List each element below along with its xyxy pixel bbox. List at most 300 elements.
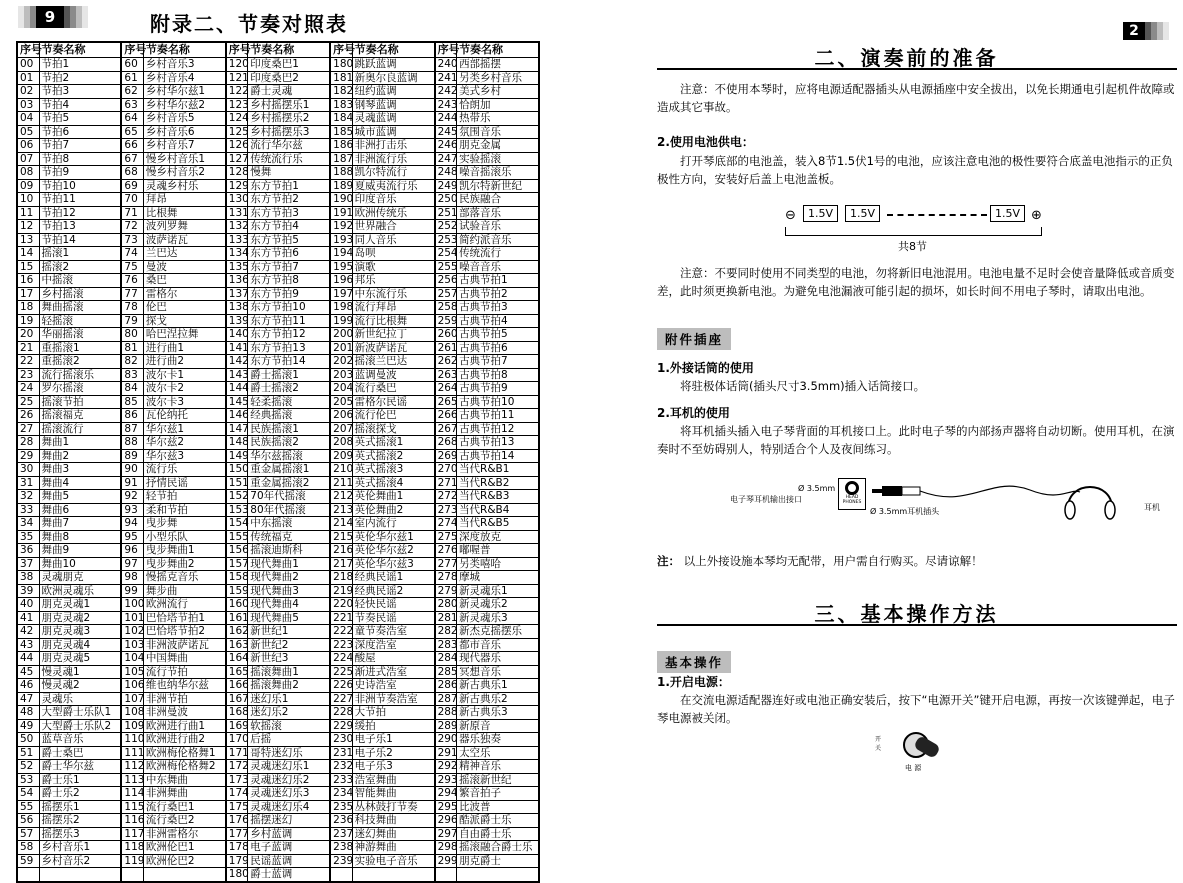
rhythm-name: 轻柔摇滚 [248,395,330,409]
rhythm-name: 舞曲10 [39,557,121,571]
rhythm-number: 292 [435,760,457,774]
rhythm-name: 东方节拍5 [248,233,330,247]
rhythm-name: 节拍8 [39,152,121,166]
rhythm-number: 179 [226,854,248,868]
rhythm-name: 慢灵魂1 [39,665,121,679]
rhythm-name: 华丽摇滚 [39,328,121,342]
rhythm-number: 245 [435,125,457,139]
rhythm-name: 钢琴蓝调 [352,98,434,112]
rhythm-name: 乡村音乐7 [143,139,225,153]
rhythm-number: 190 [330,193,352,207]
rhythm-number: 71 [121,206,143,220]
rhythm-number: 213 [330,503,352,517]
rhythm-name: 古典节拍13 [457,436,539,450]
rhythm-number: 267 [435,422,457,436]
rhythm-name: 当代R&B2 [457,476,539,490]
rhythm-name: 现代舞曲4 [248,598,330,612]
rhythm-number: 234 [330,787,352,801]
rhythm-name: 东方节拍9 [248,287,330,301]
rhythm-name: 丛林鼓打节奏 [352,800,434,814]
rhythm-name: 古典节拍7 [457,355,539,369]
rhythm-name: 爵士灵魂 [248,85,330,99]
rhythm-name: 自由爵士乐 [457,827,539,841]
rhythm-number: 117 [121,827,143,841]
rhythm-name: 流行桑巴1 [143,800,225,814]
rhythm-number: 181 [330,71,352,85]
table-row [17,679,539,693]
rhythm-name: 摇滚舞曲1 [248,665,330,679]
rhythm-number: 52 [17,760,39,774]
rhythm-name: 古典节拍11 [457,409,539,423]
rhythm-name: 古典节拍2 [457,287,539,301]
battery-diagram [785,203,1045,231]
rhythm-name: 非洲打击乐 [352,139,434,153]
header-rhythm-name: 节奏名称 [39,42,121,58]
battery-cell: 1.5V [845,205,880,222]
rhythm-number: 139 [226,314,248,328]
rhythm-name: 摇滚舞曲2 [248,679,330,693]
rhythm-name: 新古典乐3 [457,706,539,720]
rhythm-number: 153 [226,503,248,517]
rhythm-name: 大型爵士乐队2 [39,719,121,733]
rhythm-number: 48 [17,706,39,720]
rhythm-number: 228 [330,706,352,720]
rhythm-number: 63 [121,98,143,112]
rhythm-name: 重金属摇滚2 [248,476,330,490]
rhythm-number: 16 [17,274,39,288]
rhythm-name: 雷格尔民谣 [352,395,434,409]
rhythm-name: 现代舞曲5 [248,611,330,625]
rhythm-number: 93 [121,503,143,517]
rhythm-number: 15 [17,260,39,274]
rhythm-name: 节拍9 [39,166,121,180]
table-row [17,58,539,72]
rhythm-number: 124 [226,112,248,126]
rhythm-number: 265 [435,395,457,409]
rhythm-name: 新杰克摇摆乐 [457,625,539,639]
rhythm-number: 109 [121,719,143,733]
rhythm-name: 灵魂迷幻乐1 [248,760,330,774]
rhythm-number: 110 [121,733,143,747]
rhythm-number: 278 [435,571,457,585]
rhythm-number: 155 [226,530,248,544]
rhythm-number: 266 [435,409,457,423]
jack-label: 电子琴耳机输出接口 [730,495,802,504]
rhythm-name: 朋克爵士 [457,854,539,868]
table-row [17,220,539,234]
rhythm-name: 试验音乐 [457,220,539,234]
rhythm-name: 华尔兹3 [143,449,225,463]
rhythm-name: 童节奏浩室 [352,625,434,639]
rhythm-name: 东方节拍11 [248,314,330,328]
rhythm-name: 爵士乐1 [39,773,121,787]
section-title: 三、基本操作方法 [814,602,999,626]
rhythm-name: 舞步曲 [143,584,225,598]
rhythm-number: 250 [435,193,457,207]
rhythm-name: 中国舞曲 [143,652,225,666]
rhythm-name: 摇滚迪斯科 [248,544,330,558]
rhythm-name: 当代R&B4 [457,503,539,517]
rhythm-name: 传统流行乐 [248,152,330,166]
rhythm-name [457,868,539,882]
rhythm-number: 111 [121,746,143,760]
mic-heading: 1.外接话筒的使用 [657,361,754,375]
rhythm-name: 非洲节奏浩室 [352,692,434,706]
rhythm-number: 57 [17,827,39,841]
rhythm-number: 288 [435,706,457,720]
rhythm-number: 87 [121,422,143,436]
rhythm-name: 节拍5 [39,112,121,126]
rhythm-name: 摩城 [457,571,539,585]
header-number: 序号 [121,42,143,58]
rhythm-name: 冥想音乐 [457,665,539,679]
rhythm-name: 后摇 [248,733,330,747]
rhythm-name: 恰朗加 [457,98,539,112]
rhythm-number: 173 [226,773,248,787]
rhythm-name: 古典节拍4 [457,314,539,328]
rhythm-name: 比波普 [457,800,539,814]
rhythm-number: 141 [226,341,248,355]
rhythm-number: 32 [17,490,39,504]
rhythm-number: 132 [226,220,248,234]
headphone-heading: 2.耳机的使用 [657,406,730,420]
rhythm-name: 中东流行乐 [352,287,434,301]
rhythm-number: 297 [435,827,457,841]
rhythm-name: 节拍10 [39,179,121,193]
rhythm-number: 13 [17,233,39,247]
rhythm-name: 实验电子音乐 [352,854,434,868]
rhythm-name: 罗尔摇滚 [39,382,121,396]
rhythm-name: 爵士摇滚1 [248,368,330,382]
rhythm-number: 72 [121,220,143,234]
rhythm-name: 古典节拍14 [457,449,539,463]
rhythm-name: 乡村蓝调 [248,827,330,841]
rhythm-number: 290 [435,733,457,747]
footnote: 注： 以上外接设施本琴均无配带，用户需自行购买。尽请谅解！ [657,554,983,568]
rhythm-name: 东方节拍4 [248,220,330,234]
rhythm-number: 51 [17,746,39,760]
rhythm-number: 240 [435,58,457,72]
rhythm-name: 曳步舞曲2 [143,557,225,571]
rhythm-name: 酸屋 [352,652,434,666]
rhythm-number: 293 [435,773,457,787]
rhythm-name: 东方节拍8 [248,274,330,288]
table-row [17,706,539,720]
rhythm-name: 欧洲伦巴2 [143,854,225,868]
rhythm-number: 262 [435,355,457,369]
rhythm-number: 185 [330,125,352,139]
rhythm-name: 中摇滚 [39,274,121,288]
rhythm-name: 现代器乐 [457,652,539,666]
rhythm-name: 演歌 [352,260,434,274]
rhythm-name: 非洲节拍 [143,692,225,706]
rhythm-name: 英伦舞曲1 [352,490,434,504]
table-row [17,557,539,571]
rhythm-name: 新灵魂乐2 [457,598,539,612]
table-row [17,611,539,625]
rhythm-name: 摇滚节拍 [39,395,121,409]
table-row [17,98,539,112]
rhythm-name: 当代R&B5 [457,517,539,531]
rhythm-name: 摇滚流行 [39,422,121,436]
rhythm-number: 253 [435,233,457,247]
rhythm-name: 另类嘻哈 [457,557,539,571]
header-number: 序号 [226,42,248,58]
rhythm-name: 当代R&B3 [457,490,539,504]
rhythm-number: 26 [17,409,39,423]
rhythm-number: 149 [226,449,248,463]
rhythm-name: 华尔兹2 [143,436,225,450]
rhythm-number: 287 [435,692,457,706]
table-row [17,382,539,396]
rhythm-number: 205 [330,395,352,409]
rhythm-number: 33 [17,503,39,517]
rhythm-number: 166 [226,679,248,693]
rhythm-number: 270 [435,463,457,477]
rhythm-number: 273 [435,503,457,517]
rhythm-number: 89 [121,449,143,463]
rhythm-name: 英伦华尔兹3 [352,557,434,571]
rhythm-name: 东方节拍13 [248,341,330,355]
rhythm-number: 230 [330,733,352,747]
rhythm-name: 迷幻乐2 [248,706,330,720]
rhythm-name: 慢乡村音乐2 [143,166,225,180]
rhythm-name: 摇摆乐3 [39,827,121,841]
rhythm-name: 现代舞曲2 [248,571,330,585]
rhythm-number: 212 [330,490,352,504]
rhythm-name: 爵士桑巴 [39,746,121,760]
rhythm-number: 56 [17,814,39,828]
rhythm-number [17,868,39,882]
rhythm-name: 节拍13 [39,220,121,234]
rhythm-name: 印度音乐 [352,193,434,207]
rhythm-number: 38 [17,571,39,585]
rhythm-name: 曳步舞曲1 [143,544,225,558]
rhythm-name: 欧洲进行曲1 [143,719,225,733]
rhythm-name: 小型乐队 [143,530,225,544]
rhythm-number: 263 [435,368,457,382]
rhythm-name: 新世纪2 [248,638,330,652]
table-row [17,341,539,355]
rhythm-number: 75 [121,260,143,274]
table-row [17,260,539,274]
rhythm-number: 161 [226,611,248,625]
rhythm-number: 61 [121,71,143,85]
rhythm-number: 121 [226,71,248,85]
rhythm-name: 摇滚兰巴达 [352,355,434,369]
rhythm-name: 伦巴 [143,301,225,315]
rhythm-name: 节拍11 [39,193,121,207]
rhythm-name: 摇滚新世纪 [457,773,539,787]
rhythm-number: 255 [435,260,457,274]
rhythm-name: 太空乐 [457,746,539,760]
table-row [17,125,539,139]
rhythm-number: 196 [330,274,352,288]
rhythm-name: 欧洲进行曲2 [143,733,225,747]
rhythm-name: 部落音乐 [457,206,539,220]
rhythm-number: 258 [435,301,457,315]
rhythm-name: 电子乐3 [352,760,434,774]
rhythm-number: 123 [226,98,248,112]
rhythm-name: 英式摇滚2 [352,449,434,463]
table-row [17,368,539,382]
rhythm-name: 电子蓝调 [248,841,330,855]
rhythm-number: 226 [330,679,352,693]
rhythm-name: 节拍6 [39,125,121,139]
rhythm-number: 40 [17,598,39,612]
rhythm-name: 灵魂迷幻乐3 [248,787,330,801]
rhythm-number: 35 [17,530,39,544]
rhythm-name: 哈巴涅拉舞 [143,328,225,342]
rhythm-number: 294 [435,787,457,801]
rhythm-number: 187 [330,152,352,166]
rhythm-number: 160 [226,598,248,612]
rhythm-name: 爵士华尔兹 [39,760,121,774]
table-row [17,287,539,301]
rhythm-name: 乡村音乐2 [39,854,121,868]
rhythm-number: 218 [330,571,352,585]
rhythm-number: 73 [121,233,143,247]
divider [657,68,1177,70]
table-row [17,544,539,558]
rhythm-number: 219 [330,584,352,598]
rhythm-name: 软摇滚 [248,719,330,733]
rhythm-name: 东方节拍14 [248,355,330,369]
table-row [17,584,539,598]
rhythm-name: 大节拍 [352,706,434,720]
rhythm-number: 237 [330,827,352,841]
table-row [17,841,539,855]
rhythm-name: 中东舞曲 [143,773,225,787]
rhythm-name: 流行伦巴 [352,409,434,423]
rhythm-number: 42 [17,625,39,639]
rhythm-number: 54 [17,787,39,801]
rhythm-number: 151 [226,476,248,490]
rhythm-name: 雷格尔 [143,287,225,301]
rhythm-name: 经典民谣2 [352,584,434,598]
rhythm-name: 东方节拍7 [248,260,330,274]
rhythm-number: 286 [435,679,457,693]
rhythm-number: 291 [435,746,457,760]
rhythm-name: 柔和节拍 [143,503,225,517]
rhythm-number: 199 [330,314,352,328]
headphone-diagram [730,470,1170,530]
rhythm-name: 新古典乐2 [457,692,539,706]
rhythm-number: 67 [121,152,143,166]
rhythm-number: 171 [226,746,248,760]
rhythm-number: 207 [330,422,352,436]
rhythm-name: 灵魂乐 [39,692,121,706]
rhythm-name: 印度桑巴2 [248,71,330,85]
rhythm-number: 90 [121,463,143,477]
rhythm-number: 233 [330,773,352,787]
rhythm-name: 流行拜昂 [352,301,434,315]
rhythm-name: 舞曲4 [39,476,121,490]
rhythm-number: 107 [121,692,143,706]
rhythm-number: 66 [121,139,143,153]
rhythm-number: 113 [121,773,143,787]
rhythm-name: 英式摇滚3 [352,463,434,477]
battery-cell: 1.5V [803,205,838,222]
table-row [17,328,539,342]
plug-label: Ø 3.5mm耳机插头 [870,507,940,516]
rhythm-name: 舞曲7 [39,517,121,531]
rhythm-number: 10 [17,193,39,207]
rhythm-name: 现代舞曲3 [248,584,330,598]
battery-dash-line [887,214,987,216]
table-row [17,773,539,787]
rhythm-name: 波尔卡3 [143,395,225,409]
rhythm-name: 民谣蓝调 [248,854,330,868]
rhythm-number: 43 [17,638,39,652]
rhythm-name: 室内流行 [352,517,434,531]
rhythm-name: 实验摇滚 [457,152,539,166]
table-row [17,638,539,652]
rhythm-number: 231 [330,746,352,760]
rhythm-name: 城市蓝调 [352,125,434,139]
rhythm-name: 巴恰塔节拍2 [143,625,225,639]
rhythm-number: 03 [17,98,39,112]
rhythm-name: 舞曲9 [39,544,121,558]
rhythm-name: 非洲舞曲 [143,787,225,801]
rhythm-number: 189 [330,179,352,193]
rhythm-number: 195 [330,260,352,274]
rhythm-name: 节拍7 [39,139,121,153]
rhythm-number: 180 [226,868,248,882]
rhythm-number: 100 [121,598,143,612]
rhythm-name: 新奥尔良蓝调 [352,71,434,85]
rhythm-name: 流行桑巴 [352,382,434,396]
rhythm-number: 280 [435,598,457,612]
rhythm-number: 131 [226,206,248,220]
rhythm-name: 欧洲伦巴1 [143,841,225,855]
rhythm-number: 09 [17,179,39,193]
right-page [630,0,1183,881]
table-row [17,193,539,207]
rhythm-name: 乡村音乐4 [143,71,225,85]
rhythm-number: 137 [226,287,248,301]
rhythm-name: 80年代摇滚 [248,503,330,517]
rhythm-number: 284 [435,652,457,666]
headphone-paragraph: 将耳机插头插入电子琴背面的耳机接口上。此时电子琴的内部扬声器将自动切断。使用耳机，在演奏时不至妨碍别人，特别适合个人及夜间练习。 [657,424,1175,456]
rhythm-number: 271 [435,476,457,490]
rhythm-name: 慢灵魂2 [39,679,121,693]
rhythm-number: 36 [17,544,39,558]
rhythm-number: 76 [121,274,143,288]
rhythm-number: 30 [17,463,39,477]
rhythm-number: 82 [121,355,143,369]
rhythm-name: 英伦华尔兹1 [352,530,434,544]
rhythm-name: 比根舞 [143,206,225,220]
rhythm-name: 摇滚福克 [39,409,121,423]
rhythm-number: 85 [121,395,143,409]
rhythm-number: 241 [435,71,457,85]
left-page [0,0,560,881]
rhythm-name: 印度桑巴1 [248,58,330,72]
rhythm-name: 摇滚融合爵士乐 [457,841,539,855]
rhythm-number: 272 [435,490,457,504]
rhythm-number: 174 [226,787,248,801]
rhythm-name: 东方节拍6 [248,247,330,261]
rhythm-name: 迷幻舞曲 [352,827,434,841]
rhythm-name: 嘟喔普 [457,544,539,558]
table-row [17,530,539,544]
rhythm-number: 114 [121,787,143,801]
rhythm-number: 86 [121,409,143,423]
rhythm-name: 新世纪1 [248,625,330,639]
rhythm-name: 东方节拍12 [248,328,330,342]
rhythm-name: 兰巴达 [143,247,225,261]
